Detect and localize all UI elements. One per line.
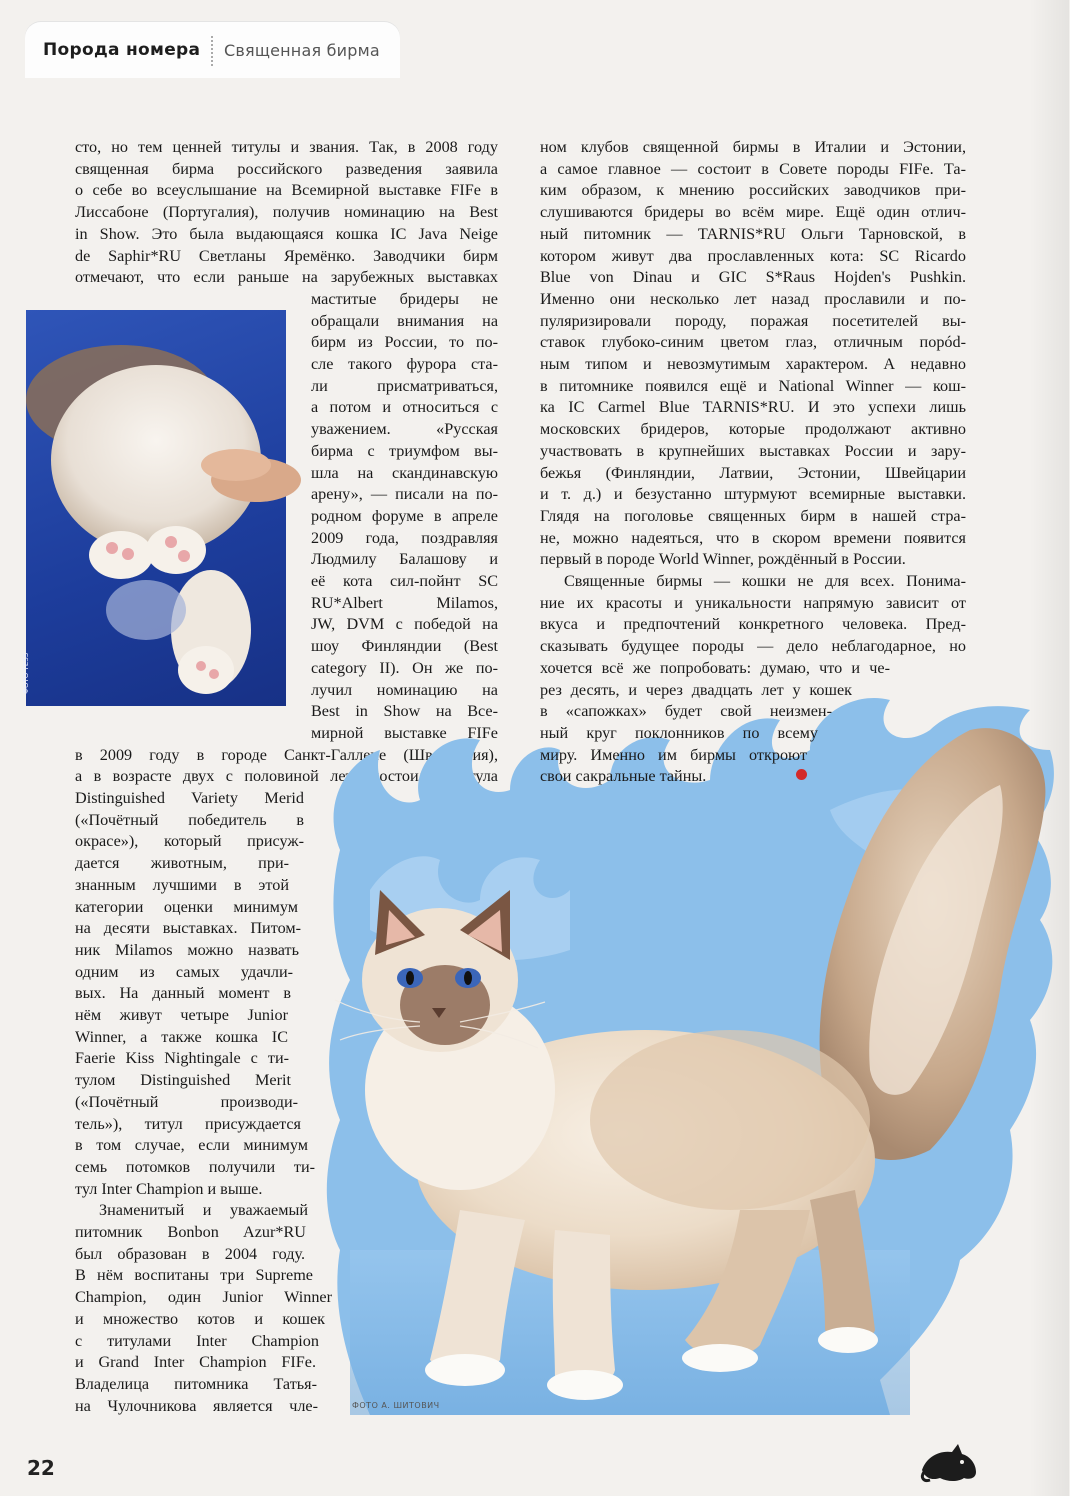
text-line: в том случае, если минимум xyxy=(75,1136,308,1155)
text-line: с титулами Inter Champion xyxy=(75,1331,319,1350)
text-line: ние их красоты и уникальности напрямую зависит от xyxy=(540,593,966,612)
text-line: in Show. Это была выдающаяся кошка IC Java Neige xyxy=(75,224,498,243)
birman-cat-illustration xyxy=(310,690,1070,1420)
text-line: шла на скандинавскую xyxy=(311,463,498,482)
text-line: свои сакральные тайны. xyxy=(540,767,707,786)
text-line: RU*Albert Milamos, xyxy=(311,593,498,612)
text-line: Глядя на поголовье священных бирм в нашей стра- xyxy=(540,506,966,525)
text-line: священная бирма российского разведения заявила xyxy=(75,159,498,178)
text-line: слушиваются бридеры во всём мире. Ещё один отлич- xyxy=(540,203,966,222)
text-line: котором живут два прославленных кота: SC Ricardo xyxy=(540,246,966,265)
text-line: Именно они несколько лет назад прославили и по- xyxy=(540,289,966,308)
text-line: ставок глубоко-синим цветом глаз, отличным порód- xyxy=(540,333,966,352)
text-line: одним из самых удачли- xyxy=(75,962,293,981)
text-line: в питомнике появился ещё и National Winner — кош- xyxy=(540,376,966,395)
text-line: 2009 года, поздравляя xyxy=(311,528,498,547)
text-line: семь потомков получили ти- xyxy=(75,1157,315,1176)
text-line: категории оценки минимум xyxy=(75,897,298,916)
photo-credit: ФОТО А. ШИТОВИЧ xyxy=(352,1401,440,1410)
text-line: тул Inter Champion и выше. xyxy=(75,1179,263,1198)
header-divider xyxy=(211,36,213,66)
text-line: был образован в 2004 году. xyxy=(75,1244,305,1263)
birman-cat-photo xyxy=(310,690,1070,1420)
text-line: JW, DVM с победой на xyxy=(311,615,498,634)
text-line: питомник Bonbon Azur*RU xyxy=(75,1223,306,1241)
text-line: бирма с триумфом вы- xyxy=(311,441,498,460)
text-line: окрасе»), который присуж- xyxy=(75,832,304,851)
text-line: в 2009 году в городе Санкт-Галлене (Швейцария), xyxy=(75,745,498,764)
text-line: Людмилу Балашову и xyxy=(311,550,498,569)
text-line: уважением. «Русская xyxy=(311,420,498,439)
text-line: ка IC Carmel Blue TARNIS*RU. И это успехи лишь xyxy=(540,398,966,417)
text-line: на Чулочникова является чле- xyxy=(75,1396,318,1415)
text-line: Blue von Dinau и GIC S*Raus Hojden's Pushkin. xyxy=(540,268,966,287)
text-line: родном форуме в апреле xyxy=(311,506,498,525)
footer-faint-url xyxy=(710,1456,910,1470)
text-line: тель»), титул присуждается xyxy=(75,1114,301,1133)
text-line: миру. Именно им бирмы откроют xyxy=(540,745,807,764)
text-line: московских бридеров, которые продолжают активно xyxy=(540,420,966,439)
text-line: Священные бирмы — кошки не для всех. Понима- xyxy=(564,572,966,590)
text-line: знанным лучшими в этой xyxy=(75,875,289,894)
text-line: de Saphir*RU Светланы Яремёнко. Заводчики бирм xyxy=(75,246,498,265)
text-line: ный круг поклонников по всему xyxy=(540,723,818,742)
text-line: нём живут четыре Junior xyxy=(75,1006,288,1024)
text-line: шоу Финляндии (Best xyxy=(311,637,498,656)
text-line: сказывать будущее породы — дело неблагодарное, но xyxy=(540,637,966,656)
text-line: вкуса и предпочтений конкретного человека. Пред- xyxy=(540,615,966,634)
text-line: бежья (Финляндии, Латвии, Эстонии, Швейцарии xyxy=(540,463,966,482)
text-line: («Почётный производи- xyxy=(75,1092,298,1111)
photo-credit: ФОТО TESS xyxy=(22,652,30,694)
text-line: дается животным, при- xyxy=(75,854,289,873)
text-line: Best in Show на Все- xyxy=(311,702,498,721)
text-line: category II). Он же по- xyxy=(311,658,498,677)
text-line: вых. На данный момент в xyxy=(75,984,291,1003)
text-line: а самое главное — состоит в Совете породы FIFe. Та- xyxy=(540,159,966,178)
text-line: лучил номинацию на xyxy=(311,680,498,699)
text-line: Знаменитый и уважаемый xyxy=(99,1201,308,1220)
text-line: первый в породе World Winner, рождённый в России. xyxy=(540,550,906,569)
header-topic-label: Священная бирма xyxy=(224,41,380,60)
text-line: В нём воспитаны три Supreme xyxy=(75,1266,313,1285)
text-line: отмечают, что если раньше на зарубежных выставках xyxy=(75,268,498,287)
text-line: бирм из России, то по- xyxy=(311,333,498,352)
text-line: пуляризировали породу, поражая посетителей вы- xyxy=(540,311,966,330)
cat-logo-icon xyxy=(918,1440,980,1484)
text-line: рез десять, и через двадцать лет у кошек xyxy=(540,680,852,699)
text-line: ким образом, к мнению российских заводчиков при- xyxy=(540,181,966,200)
text-line: сле такого фурора ста- xyxy=(311,355,498,373)
kitten-photo xyxy=(22,310,286,706)
text-line: Distinguished Variety Merid xyxy=(75,789,304,807)
text-line: маститые бридеры не xyxy=(311,289,498,308)
text-line: мирной выставке FIFe xyxy=(311,723,498,742)
text-line: арену», — писали на по- xyxy=(311,485,498,504)
text-line: на десяти выставках. Питом- xyxy=(75,919,301,938)
text-line: ным типом и невозмутимым характером. А недавно xyxy=(540,355,966,373)
text-line: в «сапожках» будет свой неизмен- xyxy=(540,702,832,721)
text-line: Champion, один Junior Winner xyxy=(75,1288,332,1307)
header-section-label: Порода номера xyxy=(43,40,201,60)
text-line: ном клубов священной бирмы в Италии и Эстонии, xyxy=(540,138,966,156)
text-line: а потом и относиться с xyxy=(311,398,498,417)
text-line: и т. д.) и безустанно штурмуют всемирные выставки. xyxy=(540,485,966,504)
kitten-illustration xyxy=(26,310,286,706)
end-of-article-bullet xyxy=(796,769,807,780)
section-header xyxy=(25,22,400,78)
text-line: и Grand Inter Champion FIFe. xyxy=(75,1353,316,1372)
text-line: ный питомник — TARNIS*RU Ольги Тарновской, в xyxy=(540,224,966,243)
text-line: тулом Distinguished Merit xyxy=(75,1071,291,1090)
text-line: а в возрасте двух с половиной лет удостоился титула xyxy=(75,767,498,786)
text-line: участвовать в крупнейших выставках России и зару- xyxy=(540,441,966,460)
text-line: сто, но тем ценней титулы и звания. Так, в 2008 году xyxy=(75,138,498,156)
text-line: не, можно надеяться, что в скором времени появится xyxy=(540,528,966,547)
text-line: обращали внимания на xyxy=(311,311,498,330)
text-line: Лиссабоне (Португалия), получив номинацию на Best xyxy=(75,203,498,222)
text-line: Faerie Kiss Nightingale с ти- xyxy=(75,1049,289,1068)
text-line: Winner, а также кошка IC xyxy=(75,1027,288,1046)
text-line: ли присматриваться, xyxy=(311,376,498,395)
text-line: («Почётный победитель в xyxy=(75,810,304,829)
text-line: ник Milamos можно назвать xyxy=(75,940,299,959)
text-line: Владелица питомника Татья- xyxy=(75,1374,317,1393)
text-line: и множество котов и кошек xyxy=(75,1309,325,1328)
page-number: 22 xyxy=(27,1456,55,1480)
text-line: её кота сил-пойнт SC xyxy=(311,572,498,590)
text-line: хочется всё же попробовать: думаю, что и че- xyxy=(540,658,890,677)
text-line: о себе во всеуслышание на Всемирной выставке FIFe в xyxy=(75,181,498,200)
